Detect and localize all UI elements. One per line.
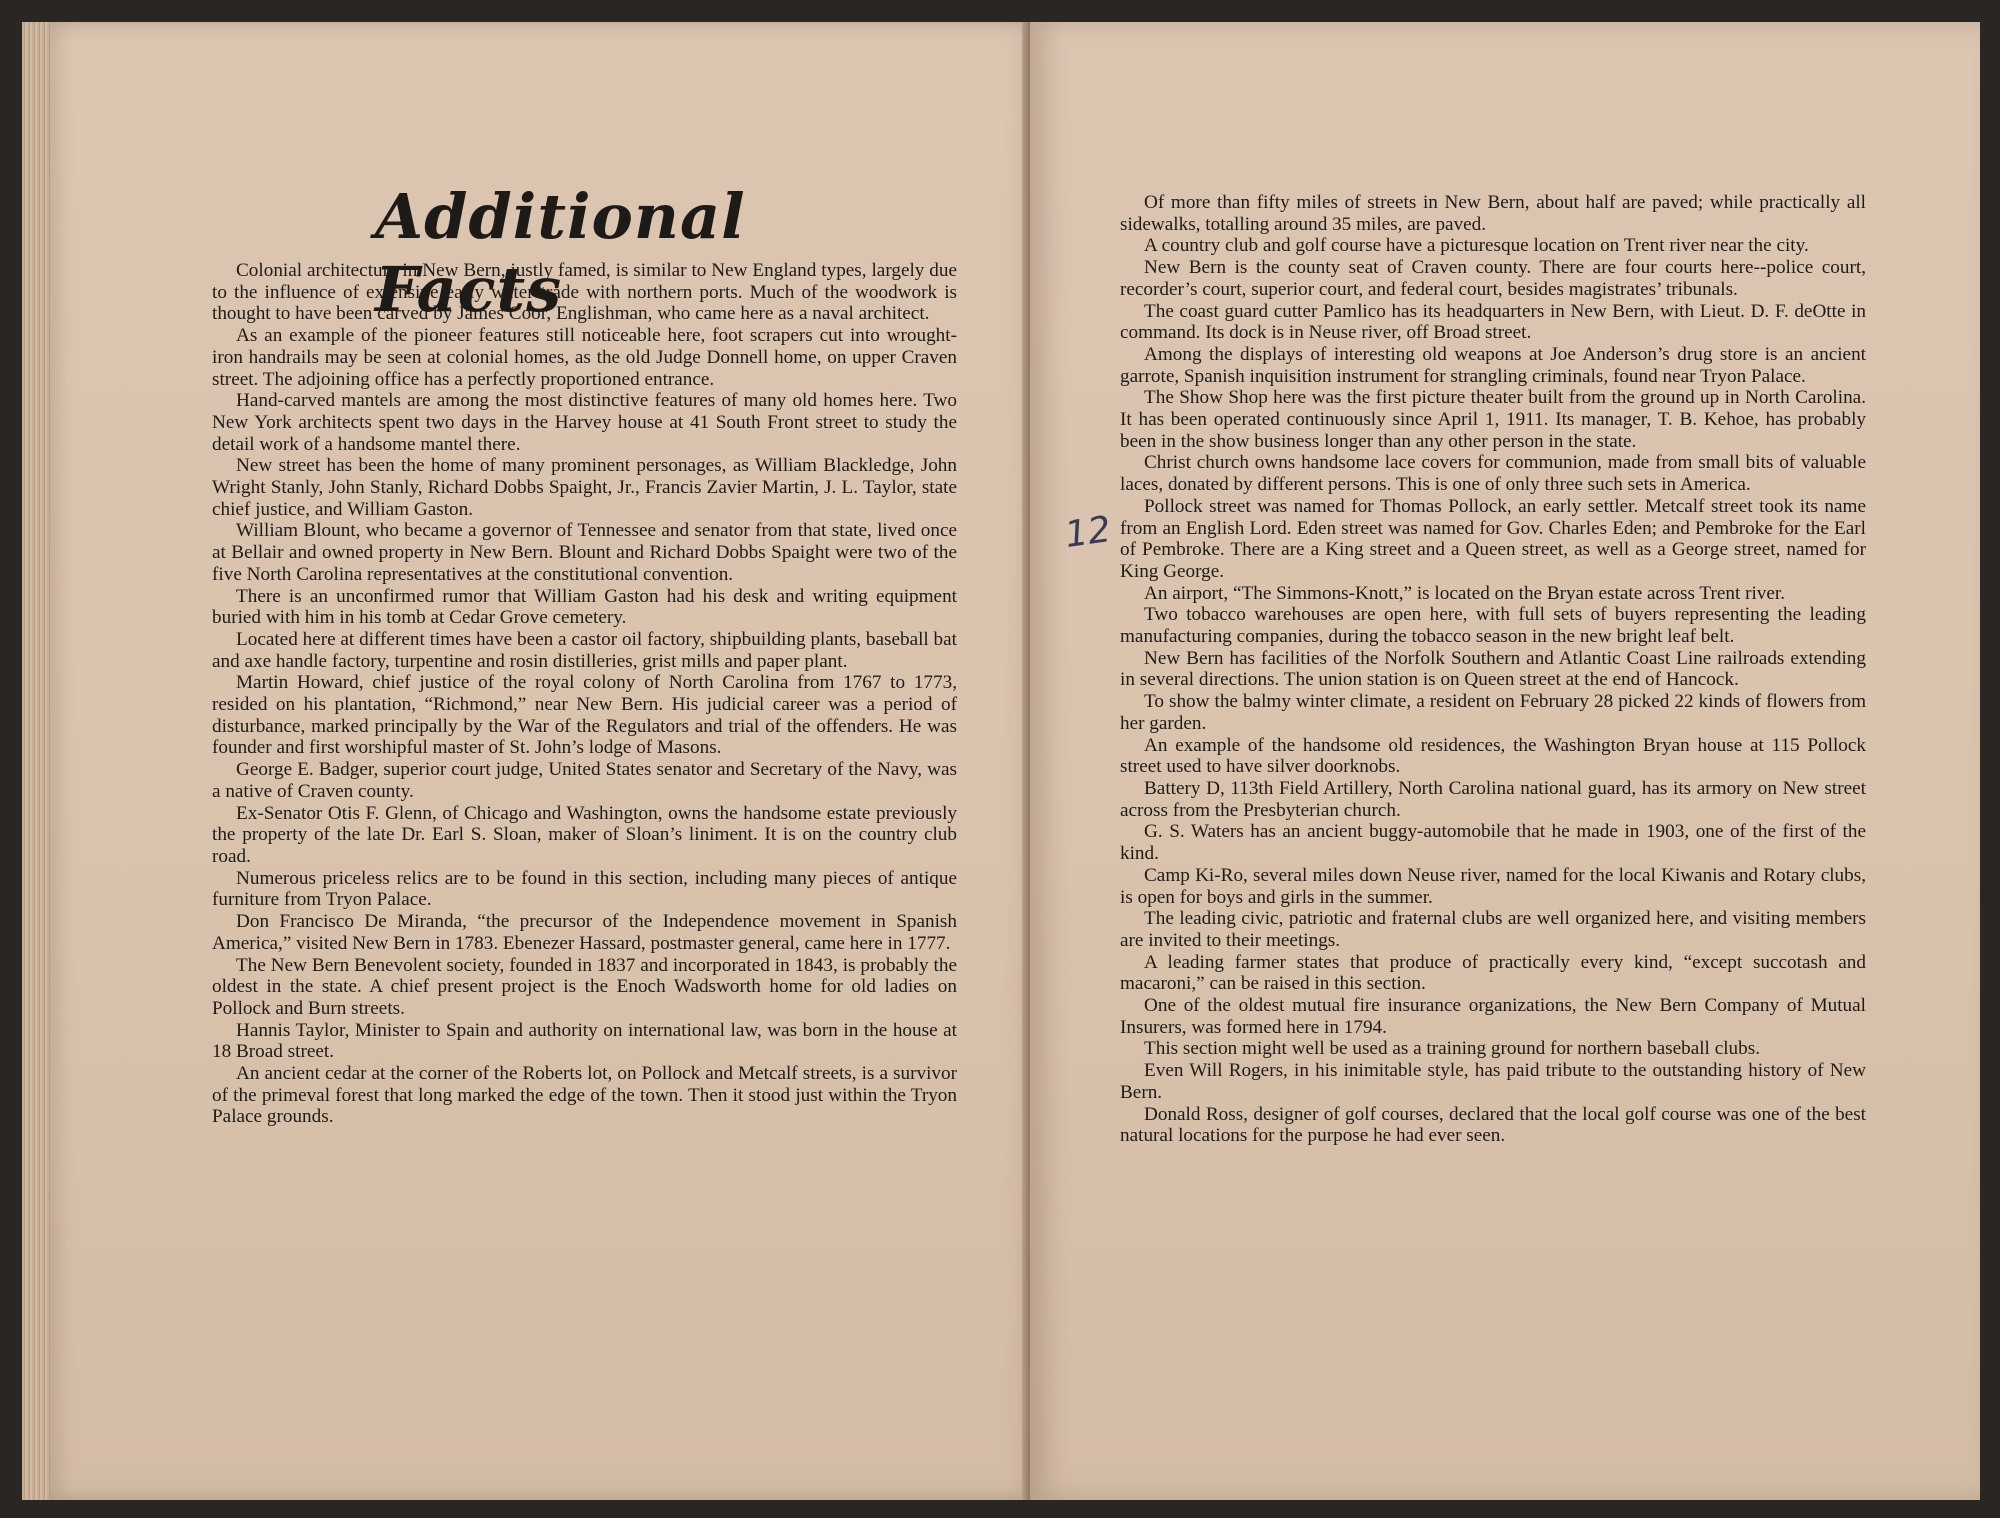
- page-title: Additional Facts: [375, 180, 746, 326]
- paragraph: A country club and golf course have a picturesque location on Trent river near the city.: [1144, 235, 1809, 257]
- paragraph: Colonial architecture in New Bern, justly famed, is similar to New England types, largely due to the influence of extensive early water trade with northern ports. Much of the woodwork is thought to have been carved by James Coor, Englishman, who came here as a naval architect.: [212, 260, 957, 325]
- paragraph: The Show Shop here was the first picture theater built from the ground up in North Carolina. It has been operated continuously since April 1, 1911. Its manager, T. B. Kehoe, has probably been in the show business longer than any other person in the state.: [1120, 387, 1866, 452]
- paragraph: Don Francisco De Miranda, “the precursor of the Independence movement in Spanish America,” visited New Bern in 1783. Ebenezer Hassard, postmaster general, came here in 1777.: [212, 911, 957, 954]
- paragraph: Hannis Taylor, Minister to Spain and authority on international law, was born in the house at 18 Broad street.: [212, 1019, 957, 1063]
- paragraph: Donald Ross, designer of golf courses, declared that the local golf course was one of the best natural locations for the purpose he had ever seen.: [1120, 1103, 1866, 1147]
- paragraph: An airport, “The Simmons-Knott,” is located on the Bryan estate across Trent river.: [1144, 582, 1786, 604]
- paragraph: Ex-Senator Otis F. Glenn, of Chicago and Washington, owns the handsome estate previously the property of the late Dr. Earl S. Sloan, maker of Sloan’s liniment. It is on the country club road.: [212, 802, 957, 867]
- handwritten-margin-note: 12: [1062, 509, 1114, 556]
- booklet: [22, 22, 1980, 1500]
- paragraph: This section might well be used as a training ground for northern baseball clubs.: [1144, 1038, 1760, 1060]
- paragraph: William Blount, who became a governor of Tennessee and senator from that state, lived once at Bellair and owned property in New Bern. Blount and Richard Dobbs Spaight were two of the five North Carolina representatives at the constitutional convention.: [212, 520, 957, 585]
- paragraph: Among the displays of interesting old weapons at Joe Anderson’s drug store is an ancient garrote, Spanish inquisition instrument for strangling criminals, found near Tryon Palace.: [1120, 343, 1866, 387]
- paragraph: Martin Howard, chief justice of the royal colony of North Carolina from 1767 to 1773, resided on his plantation, “Richmond,” near New Bern. His judicial career was a period of disturbance, marked principally by the War of the Regulators and trial of the offenders. He was founder and first worshipful master of St. John’s lodge of Masons.: [212, 672, 957, 759]
- paragraph: To show the balmy winter climate, a resident on February 28 picked 22 kinds of flowers from her garden.: [1120, 691, 1866, 734]
- paragraph: Two tobacco warehouses are open here, with full sets of buyers representing the leading manufacturing companies, during the tobacco season in the new bright leaf belt.: [1120, 604, 1866, 648]
- paragraph: The coast guard cutter Pamlico has its headquarters in New Bern, with Lieut. D. F. deOtte in command. Its dock is in Neuse river, off Broad street.: [1120, 300, 1866, 344]
- paragraph: Pollock street was named for Thomas Pollock, an early settler. Metcalf street took its name from an English Lord. Eden street was named for Gov. Charles Eden; and Pembroke for the Earl of Pembroke. There are a King street and a Queen street, as well as a George street, named for King George.: [1120, 495, 1866, 582]
- paragraph: New Bern is the county seat of Craven county. There are four courts here--police court, recorder’s court, superior court, and federal court, besides magistrates’ tribunals.: [1120, 257, 1866, 300]
- left-column: [212, 260, 957, 1128]
- paragraph: Of more than fifty miles of streets in New Bern, about half are paved; while practically all sidewalks, totalling around 35 miles, are paved.: [1120, 192, 1866, 235]
- paragraph: A leading farmer states that produce of practically every kind, “except succotash and macaroni,” can be raised in this section.: [1120, 951, 1866, 995]
- paragraph: One of the oldest mutual fire insurance organizations, the New Bern Company of Mutual Insurers, was formed here in 1794.: [1120, 995, 1866, 1038]
- paragraph: An example of the handsome old residences, the Washington Bryan house at 115 Pollock street used to have silver doorknobs.: [1120, 734, 1866, 778]
- paragraph: Even Will Rogers, in his inimitable style, has paid tribute to the outstanding history of New Bern.: [1120, 1060, 1866, 1103]
- paragraph: New street has been the home of many prominent personages, as William Blackledge, John Wright Stanly, John Stanly, Richard Dobbs Spaight, Jr., Francis Zavier Martin, J. L. Taylor, state chief justice, and William Gaston.: [212, 455, 957, 520]
- paragraph: As an example of the pioneer features still noticeable here, foot scrapers cut into wrought-iron handrails may be seen at colonial homes, as the old Judge Donnell home, on upper Craven street. The adjoining office has a perfectly proportioned entrance.: [212, 325, 957, 390]
- right-column: [1120, 192, 1866, 1147]
- paragraph: An ancient cedar at the corner of the Roberts lot, on Pollock and Metcalf streets, is a survivor of the primeval forest that long marked the edge of the town. Then it stood just within the Tryon Palace grounds.: [212, 1063, 957, 1128]
- paragraph: The New Bern Benevolent society, founded in 1837 and incorporated in 1843, is probably the oldest in the state. A chief present project is the Enoch Wadsworth home for old ladies on Pollock and Burn streets.: [212, 954, 957, 1019]
- page-edges: [22, 22, 52, 1500]
- paragraph: The leading civic, patriotic and fraternal clubs are well organized here, and visiting members are invited to their meetings.: [1120, 908, 1866, 951]
- paragraph: Battery D, 113th Field Artillery, North Carolina national guard, has its armory on New street across from the Presbyterian church.: [1120, 777, 1866, 821]
- paragraph: Located here at different times have been a castor oil factory, shipbuilding plants, baseball bat and axe handle factory, turpentine and rosin distilleries, grist mills and paper plant.: [212, 628, 957, 672]
- paragraph: New Bern has facilities of the Norfolk Southern and Atlantic Coast Line railroads extending in several directions. The union station is on Queen street at the end of Hancock.: [1120, 647, 1866, 691]
- paragraph: G. S. Waters has an ancient buggy-automobile that he made in 1903, one of the first of the kind.: [1120, 821, 1866, 865]
- paragraph: Numerous priceless relics are to be found in this section, including many pieces of antique furniture from Tryon Palace.: [212, 867, 957, 911]
- paragraph: Hand-carved mantels are among the most distinctive features of many old homes here. Two New York architects spent two days in the Harvey house at 41 South Front street to study the detail work of a handsome mantel there.: [212, 390, 957, 455]
- paragraph: Christ church owns handsome lace covers for communion, made from small bits of valuable laces, donated by different persons. This is one of only three such sets in America.: [1120, 452, 1866, 496]
- paragraph: George E. Badger, superior court judge, United States senator and Secretary of the Navy, was a native of Craven county.: [212, 759, 957, 802]
- paragraph: There is an unconfirmed rumor that William Gaston had his desk and writing equipment buried with him in his tomb at Cedar Grove cemetery.: [212, 585, 957, 629]
- paragraph: Camp Ki-Ro, several miles down Neuse river, named for the local Kiwanis and Rotary clubs, is open for boys and girls in the summer.: [1120, 864, 1866, 908]
